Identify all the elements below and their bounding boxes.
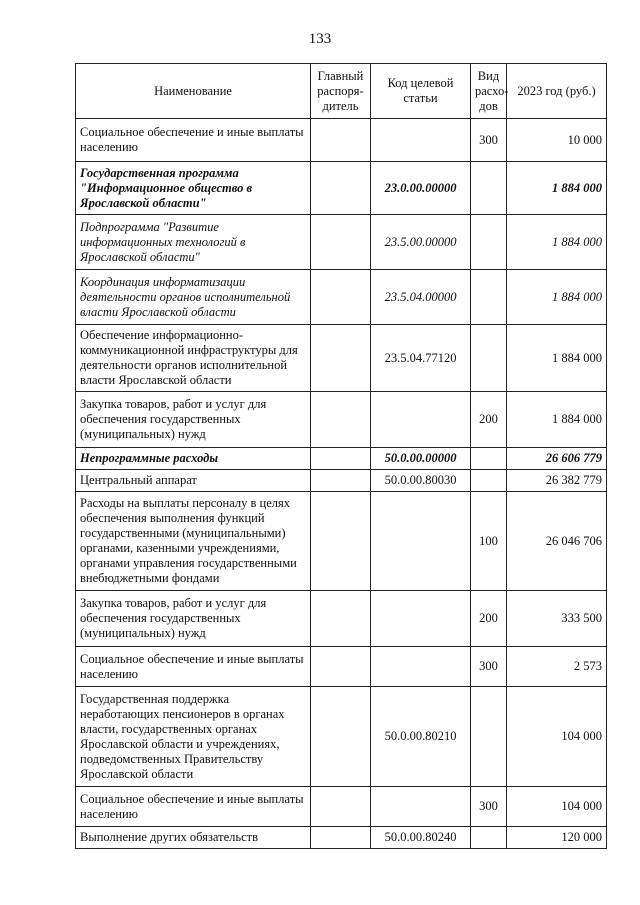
row-name: Выполнение других обязательств (76, 827, 311, 849)
row-amount: 333 500 (507, 591, 607, 647)
row-admin (311, 647, 371, 687)
table-row (76, 392, 607, 448)
row-exp (471, 270, 507, 325)
row-name: Расходы на выплаты персоналу в целях обеспечения выполнения функций государственными (муниципальными) органами, казенными учреждениями, органами управления государственными внебюджетными фондами (76, 492, 311, 591)
table-row (76, 687, 607, 787)
row-code (371, 591, 471, 647)
row-code: 23.5.04.00000 (371, 270, 471, 325)
table-row (76, 270, 607, 325)
row-amount: 26 382 779 (507, 470, 607, 492)
table-row (76, 448, 607, 470)
row-exp (471, 215, 507, 270)
table-row (76, 325, 607, 392)
budget-table (75, 63, 607, 849)
row-name: Социальное обеспечение и иные выплаты населению (76, 647, 311, 687)
row-code: 23.5.04.77120 (371, 325, 471, 392)
row-name: Центральный аппарат (76, 470, 311, 492)
row-amount: 120 000 (507, 827, 607, 849)
row-amount: 2 573 (507, 647, 607, 687)
row-admin (311, 470, 371, 492)
row-code: 50.0.00.80210 (371, 687, 471, 787)
row-exp: 300 (471, 787, 507, 827)
page-number: 133 (308, 31, 332, 47)
row-exp (471, 448, 507, 470)
row-name: Закупка товаров, работ и услуг для обеспечения государственных (муниципальных) нужд (76, 591, 311, 647)
row-code: 50.0.00.00000 (371, 448, 471, 470)
header-code: Код целевой статьи (371, 64, 471, 119)
row-name: Подпрограмма "Развитие информационных технологий в Ярославской области" (76, 215, 311, 270)
row-name: Обеспечение информационно-коммуникационной инфраструктуры для деятельности органов исполнительной власти Ярославской области (76, 325, 311, 392)
row-amount: 1 884 000 (507, 270, 607, 325)
row-exp: 300 (471, 119, 507, 162)
row-name: Социальное обеспечение и иные выплаты населению (76, 787, 311, 827)
row-exp: 100 (471, 492, 507, 591)
row-amount: 1 884 000 (507, 392, 607, 448)
row-admin (311, 827, 371, 849)
table-row (76, 591, 607, 647)
row-admin (311, 591, 371, 647)
row-code: 23.0.00.00000 (371, 162, 471, 215)
header-admin: Главный распоря-дитель (311, 64, 371, 119)
row-name: Закупка товаров, работ и услуг для обеспечения государственных (муниципальных) нужд (76, 392, 311, 448)
table-body (76, 119, 607, 849)
table-header-row (76, 64, 607, 119)
row-admin (311, 270, 371, 325)
row-amount: 1 884 000 (507, 215, 607, 270)
row-exp (471, 162, 507, 215)
table-row (76, 647, 607, 687)
row-code (371, 119, 471, 162)
row-name: Социальное обеспечение и иные выплаты населению (76, 119, 311, 162)
row-amount: 10 000 (507, 119, 607, 162)
header-amount: 2023 год (руб.) (507, 64, 607, 119)
row-exp: 200 (471, 591, 507, 647)
row-exp (471, 470, 507, 492)
table-row (76, 827, 607, 849)
row-admin (311, 162, 371, 215)
row-admin (311, 325, 371, 392)
table-row (76, 119, 607, 162)
row-amount: 26 046 706 (507, 492, 607, 591)
row-admin (311, 448, 371, 470)
row-admin (311, 687, 371, 787)
table-row (76, 470, 607, 492)
header-name: Наименование (76, 64, 311, 119)
row-exp: 200 (471, 392, 507, 448)
row-name: Государственная программа "Информационное общество в Ярославской области" (76, 162, 311, 215)
row-amount: 1 884 000 (507, 325, 607, 392)
row-amount: 26 606 779 (507, 448, 607, 470)
row-exp: 300 (471, 647, 507, 687)
row-admin (311, 215, 371, 270)
row-exp (471, 687, 507, 787)
row-code (371, 492, 471, 591)
table-row (76, 162, 607, 215)
row-name: Координация информатизации деятельности органов исполнительной власти Ярославской области (76, 270, 311, 325)
row-code: 50.0.00.80030 (371, 470, 471, 492)
row-name: Государственная поддержка неработающих пенсионеров в органах власти, государственных органах Ярославской области и учреждениях, подведомственных Правительству Ярославской области (76, 687, 311, 787)
row-admin (311, 119, 371, 162)
row-code: 50.0.00.80240 (371, 827, 471, 849)
row-code (371, 787, 471, 827)
header-exp: Вид расхо-дов (471, 64, 507, 119)
row-amount: 104 000 (507, 687, 607, 787)
row-code: 23.5.00.00000 (371, 215, 471, 270)
table-row (76, 215, 607, 270)
row-amount: 104 000 (507, 787, 607, 827)
row-admin (311, 492, 371, 591)
row-exp (471, 325, 507, 392)
table-row (76, 492, 607, 591)
row-exp (471, 827, 507, 849)
row-amount: 1 884 000 (507, 162, 607, 215)
row-code (371, 647, 471, 687)
row-admin (311, 787, 371, 827)
table-row (76, 787, 607, 827)
row-admin (311, 392, 371, 448)
row-code (371, 392, 471, 448)
row-name: Непрограммные расходы (76, 448, 311, 470)
